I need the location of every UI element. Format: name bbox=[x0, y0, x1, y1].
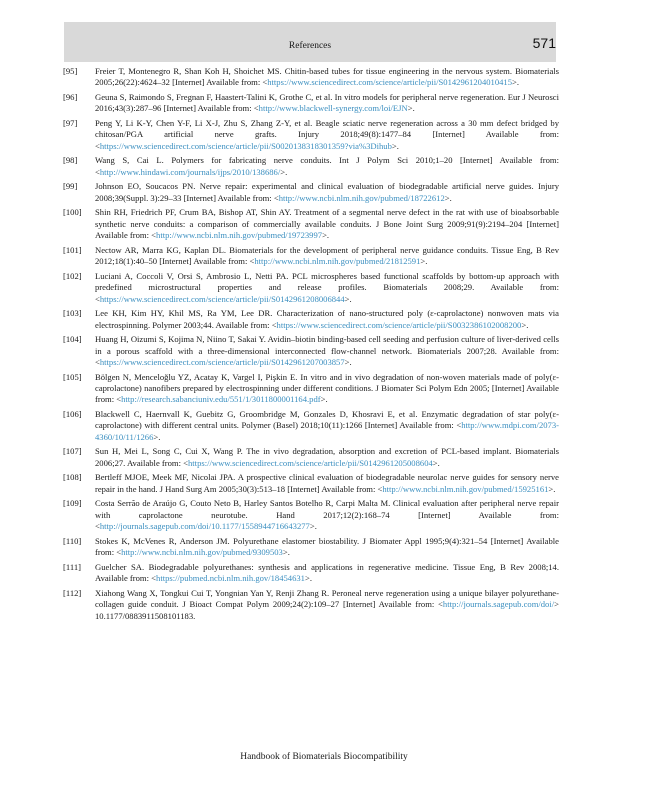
reference-text: Johnson EO, Soucacos PN. Nerve repair: experimental and clinical evaluation of biodegradable artificial nerve guides. Injury 2008;39(Suppl. 3):29–33 [Internet] Available from: < bbox=[95, 181, 559, 203]
reference-suffix: >. bbox=[282, 547, 290, 558]
reference-text: Wang S, Cai L. Polymers for fabricating nerve conduits. Int J Polym Sci 2010;1–20 [Internet] Available from: < bbox=[95, 155, 559, 177]
reference-link[interactable]: https://www.sciencedirect.com/science/article/pii/S0142961205008604 bbox=[188, 457, 433, 468]
reference-suffix: >. bbox=[304, 573, 312, 584]
reference-item bbox=[63, 562, 559, 585]
reference-suffix: >. bbox=[322, 230, 330, 241]
reference-text: Bölgen N, Menceloğlu YZ, Acatay K, Vargel I, Pişkin E. In vitro and in vivo degradation of non-woven materials made of poly(ε-caprolactone) nanofibers prepared by electrospinning under different conditions. J Biomater Sci Polym Edn 2005; [Internet] Available from: < bbox=[95, 371, 559, 405]
reference-text: Geuna S, Raimondo S, Fregnan F, Haastert-Talini K, Grothe C, et al. In vitro models for peripheral nerve regeneration. Eur J Neurosci 2016;43(3):287–96 [Internet] Available from: < bbox=[95, 92, 559, 114]
reference-link[interactable]: https://www.sciencedirect.com/science/article/pii/S0020138318301359?via%3Dihub bbox=[99, 140, 392, 151]
reference-suffix: >. bbox=[344, 293, 352, 304]
reference-link[interactable]: https://www.sciencedirect.com/science/article/pii/S0142961204010415 bbox=[267, 77, 513, 88]
reference-number: [98] bbox=[63, 155, 78, 166]
reference-suffix: >. bbox=[432, 457, 440, 468]
reference-item bbox=[63, 181, 559, 204]
reference-suffix: >. bbox=[512, 77, 520, 88]
reference-suffix: >. bbox=[280, 166, 288, 177]
reference-link[interactable]: https://www.sciencedirect.com/science/article/pii/S0142961208006844 bbox=[99, 293, 345, 304]
header-title: References bbox=[288, 41, 332, 51]
reference-suffix: >. bbox=[444, 192, 452, 203]
reference-item bbox=[63, 271, 559, 305]
reference-link[interactable]: https://www.sciencedirect.com/science/article/pii/S0032386102008200 bbox=[276, 319, 522, 330]
reference-number: [104] bbox=[63, 334, 82, 345]
reference-item bbox=[63, 409, 559, 443]
reference-link[interactable]: http://research.sabanciuniv.edu/551/1/3011800001164.pdf bbox=[121, 394, 321, 405]
reference-text: Blackwell C, Haernvall K, Guebitz G, Groombridge M, Gonzales D, Khosravi E, et al. Enzymatic degradation of star poly(ε-caprolactone) with different central units. Polymer (Basel) 2018;10(11):1266 [Internet] Available from: < bbox=[95, 409, 559, 431]
reference-link[interactable]: http://www.hindawi.com/journals/ijps/2010/138686/ bbox=[99, 166, 281, 177]
reference-number: [100] bbox=[63, 207, 82, 218]
reference-suffix: >. bbox=[391, 140, 399, 151]
reference-item bbox=[63, 207, 559, 241]
reference-suffix: > 10.1177/0883911508101183. bbox=[95, 599, 559, 621]
reference-link[interactable]: http://journals.sagepub.com/doi/ bbox=[442, 599, 555, 610]
reference-suffix: >. bbox=[548, 483, 556, 494]
reference-text: Sun H, Mei L, Song C, Cui X, Wang P. The in vivo degradation, absorption and excretion of PCL-based implant. Biomaterials 2006;27. Available from: < bbox=[95, 446, 559, 468]
reference-text: Xiahong Wang X, Tongkui Cui T, Yongnian Yan Y, Renji Zhang R. Peroneal nerve regeneration using a unique bilayer polyurethane-collagen guide conduit. J Bioact Compat Polym 2009;24(2):109–27 [Internet] Available from: < bbox=[95, 587, 559, 610]
reference-number: [97] bbox=[63, 118, 78, 128]
reference-suffix: >. bbox=[320, 394, 328, 405]
reference-number: [101] bbox=[63, 244, 82, 255]
reference-item bbox=[63, 308, 559, 331]
reference-text: Lee KH, Kim HY, Khil MS, Ra YM, Lee DR. Characterization of nano-structured poly (ε-caprolactone) nonwoven mats via electrospinning. Polymer 2003;44. Available from: < bbox=[95, 308, 559, 330]
reference-suffix: >. bbox=[420, 256, 428, 267]
reference-text: Shin RH, Friedrich PF, Crum BA, Bishop AT, Shin AY. Treatment of a segmental nerve defect in the rat with use of bioabsorbable synthetic nerve conduits: a comparison of commercially available conduits. J Bone Joint Surg 2009;91(9):2194–204 [Internet] Available from: < bbox=[95, 207, 559, 241]
reference-link[interactable]: http://www.mdpi.com/2073-4360/10/11/1266 bbox=[95, 420, 559, 442]
reference-link[interactable]: http://www.blackwell-synergy.com/loi/EJN bbox=[258, 103, 408, 114]
reference-number: [105] bbox=[63, 371, 82, 382]
reference-number: [106] bbox=[63, 409, 82, 420]
reference-link[interactable]: http://www.ncbi.nlm.nih.gov/pubmed/21812591 bbox=[254, 256, 421, 267]
reference-number: [111] bbox=[63, 561, 81, 572]
reference-link[interactable]: https://www.sciencedirect.com/science/article/pii/S0142961207003857 bbox=[99, 357, 345, 368]
page-number: 571 bbox=[532, 35, 556, 51]
reference-text: Nectow AR, Marra KG, Kaplan DL. Biomaterials for the development of peripheral nerve guidance conduits. Tissue Eng, B Rev 2012;18(1):40–50 [Internet] Available from: < bbox=[95, 244, 559, 267]
reference-item bbox=[63, 155, 559, 178]
footer-book-title: Handbook of Biomaterials Biocompatibility bbox=[240, 752, 408, 762]
reference-link[interactable]: http://www.ncbi.nlm.nih.gov/pubmed/9309503 bbox=[121, 547, 283, 558]
reference-suffix: >. bbox=[309, 521, 317, 532]
reference-link[interactable]: http://www.ncbi.nlm.nih.gov/pubmed/15925161 bbox=[382, 483, 549, 494]
reference-number: [102] bbox=[63, 270, 82, 281]
reference-item bbox=[63, 372, 559, 406]
reference-number: [109] bbox=[63, 498, 82, 509]
reference-text: Huang H, Oizumi S, Kojima N, Niino T, Sakai Y. Avidin–biotin binding-based cell seeding and perfusion culture of liver-derived cells in a porous scaffold with a three-dimensional interconnected flow-channel network. Biomaterials 2007;28. Available from: < bbox=[95, 334, 559, 368]
reference-number: [108] bbox=[63, 472, 82, 483]
reference-item bbox=[63, 446, 559, 469]
reference-number: [99] bbox=[63, 181, 78, 192]
reference-link[interactable]: http://journals.sagepub.com/doi/10.1177/1558944716643277 bbox=[99, 521, 310, 532]
reference-link[interactable]: https://pubmed.ncbi.nlm.nih.gov/18454631 bbox=[156, 573, 305, 584]
reference-suffix: >. bbox=[407, 103, 415, 114]
reference-number: [110] bbox=[63, 535, 82, 546]
reference-text: Luciani A, Coccoli V, Orsi S, Ambrosio L, Netti PA. PCL microspheres based functional scaffolds by bottom-up approach with predefined microstructural properties and release profiles. Biomaterials 2008;29. Available from: < bbox=[95, 270, 559, 304]
reference-item bbox=[63, 498, 559, 532]
reference-item bbox=[63, 92, 559, 115]
reference-number: [96] bbox=[63, 92, 78, 102]
reference-suffix: >. bbox=[153, 431, 161, 442]
reference-text: Freier T, Montenegro R, Shan Koh H, Shoichet MS. Chitin-based tubes for tissue engineering in the nervous system. Biomaterials 2005;26(22):4624–32 [Internet] Available from: < bbox=[95, 66, 559, 88]
reference-item bbox=[63, 334, 559, 368]
running-header bbox=[64, 22, 556, 62]
reference-suffix: >. bbox=[344, 357, 352, 368]
reference-number: [112] bbox=[63, 587, 82, 598]
reference-number: [107] bbox=[63, 446, 82, 457]
reference-item bbox=[63, 245, 559, 268]
reference-item bbox=[63, 588, 559, 622]
reference-number: [103] bbox=[63, 308, 82, 319]
reference-item bbox=[63, 66, 559, 89]
reference-link[interactable]: http://www.ncbi.nlm.nih.gov/pubmed/19723997 bbox=[156, 230, 323, 241]
reference-item bbox=[63, 118, 559, 152]
reference-text: Guelcher SA. Biodegradable polyurethanes: synthesis and applications in regenerative medicine. Tissue Eng, B Rev 2008;14. Available from: < bbox=[95, 561, 559, 584]
reference-suffix: >. bbox=[521, 319, 529, 330]
reference-link[interactable]: http://www.ncbi.nlm.nih.gov/pubmed/18722612 bbox=[278, 192, 445, 203]
reference-text: Costa Serrão de Araújo G, Couto Neto B, Harley Santos Botelho R, Carpi Malta M. Clinical evaluation after peripheral nerve repair with caprolactone neurotube. Hand 2017;12(2):168–74 [Internet] Available from: < bbox=[95, 498, 559, 532]
reference-list bbox=[63, 66, 559, 625]
reference-item bbox=[63, 536, 559, 559]
reference-text: Peng Y, Li K-Y, Chen Y-F, Li X-J, Zhu S, Zhang Z-Y, et al. Beagle sciatic nerve regeneration across a 30 mm defect bridged by chitosan/PGA artificial nerve grafts. Injury 2018;49(8):1477–84 [Internet] Available from: < bbox=[95, 118, 559, 151]
reference-text: Stokes K, McVenes R, Anderson JM. Polyurethane elastomer biostability. J Biomater Appl 1995;9(4):321–54 [Internet] Available from: < bbox=[95, 535, 559, 558]
reference-text: Bertleff MJOE, Meek MF, Nicolai JPA. A prospective clinical evaluation of biodegradable neurolac nerve guides for sensory nerve repair in the hand. J Hand Surg Am 2005;30(3):513–18 [Internet] Available from: < bbox=[95, 472, 559, 494]
reference-number: [95] bbox=[63, 66, 78, 76]
reference-item bbox=[63, 472, 559, 495]
